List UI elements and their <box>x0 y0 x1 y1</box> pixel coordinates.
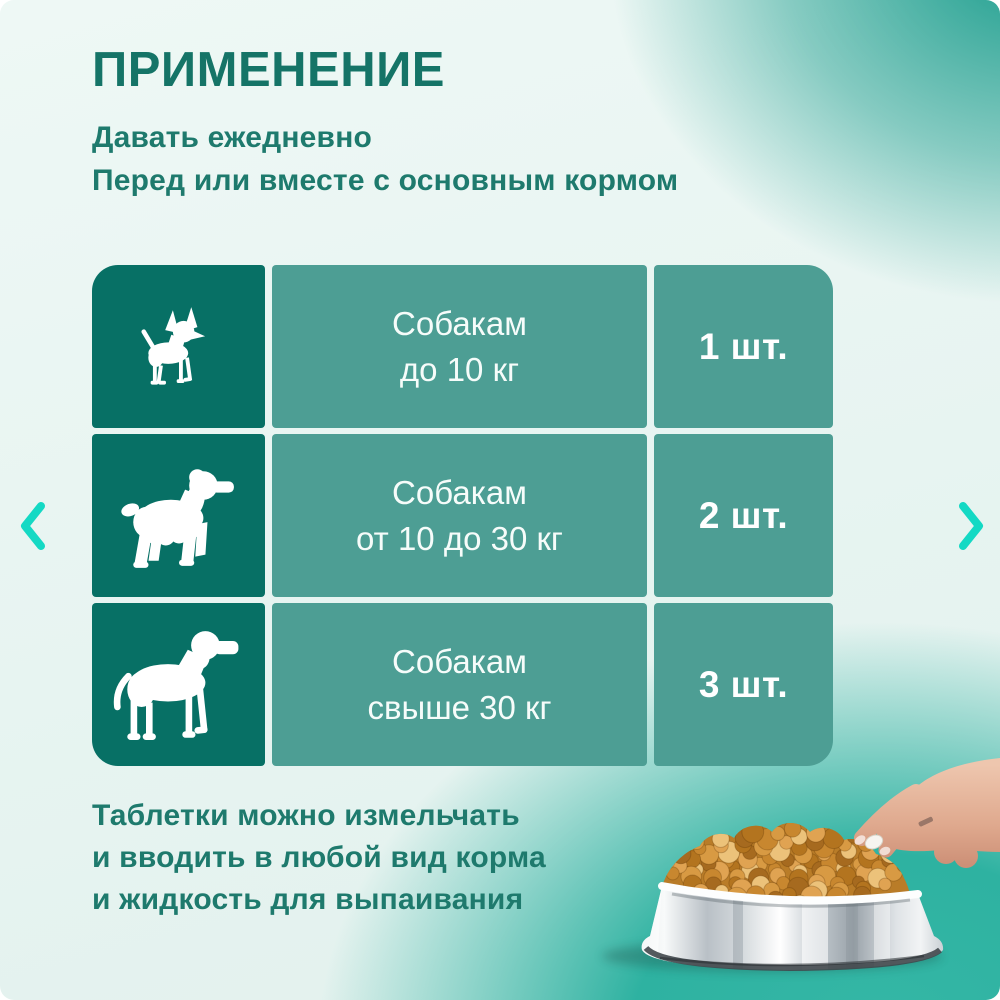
usage-instructions <box>92 116 678 202</box>
dog-bowl <box>639 886 943 974</box>
small-dog-icon <box>133 297 225 397</box>
carousel-next-button[interactable] <box>954 500 988 552</box>
dose-count-cell <box>654 265 833 428</box>
weight-range-cell <box>272 603 647 766</box>
usage-line-2: Перед или вместе с основным кормом <box>92 164 679 197</box>
carousel-prev-button[interactable] <box>16 500 50 552</box>
weight-range-line-1: Собакам <box>392 642 527 680</box>
page-title: ПРИМЕНЕНИЕ <box>92 43 445 97</box>
medium-dog-icon <box>115 455 243 577</box>
dog-size-cell-medium <box>92 434 265 597</box>
footer-line-2: и вводить в любой вид корма <box>92 841 546 874</box>
chevron-left-icon <box>16 500 50 552</box>
weight-range-line-1: Собакам <box>392 473 527 511</box>
weight-range-cell <box>272 434 647 597</box>
dose-count: 2 шт. <box>698 494 789 536</box>
ring <box>918 816 934 827</box>
fingernail <box>853 833 867 846</box>
footer-line-3: и жидкость для выпаивания <box>92 883 524 916</box>
dosage-table <box>92 265 833 766</box>
dose-count-cell <box>654 434 833 597</box>
footer-line-1: Таблетки можно измельчать <box>92 799 520 832</box>
hand-with-pill <box>853 758 1000 868</box>
dog-size-cell-large <box>92 603 265 766</box>
chevron-right-icon <box>954 500 988 552</box>
dose-count: 1 шт. <box>698 325 789 367</box>
weight-range-cell <box>272 265 647 428</box>
weight-range-line-1: Собакам <box>392 304 527 342</box>
kibble <box>655 810 915 920</box>
weight-range-line-2: от 10 до 30 кг <box>356 519 563 557</box>
bowl-shadow <box>602 940 942 972</box>
weight-range-line-2: свыше 30 кг <box>367 688 552 726</box>
dose-count: 3 шт. <box>698 663 789 705</box>
pill <box>863 832 885 851</box>
dose-count-cell <box>654 603 833 766</box>
fingernail <box>878 845 891 856</box>
large-dog-icon <box>109 619 249 751</box>
weight-range-line-2: до 10 кг <box>399 350 520 388</box>
footer-note <box>92 795 546 921</box>
usage-line-1: Давать ежедневно <box>92 121 373 154</box>
dog-size-cell-small <box>92 265 265 428</box>
